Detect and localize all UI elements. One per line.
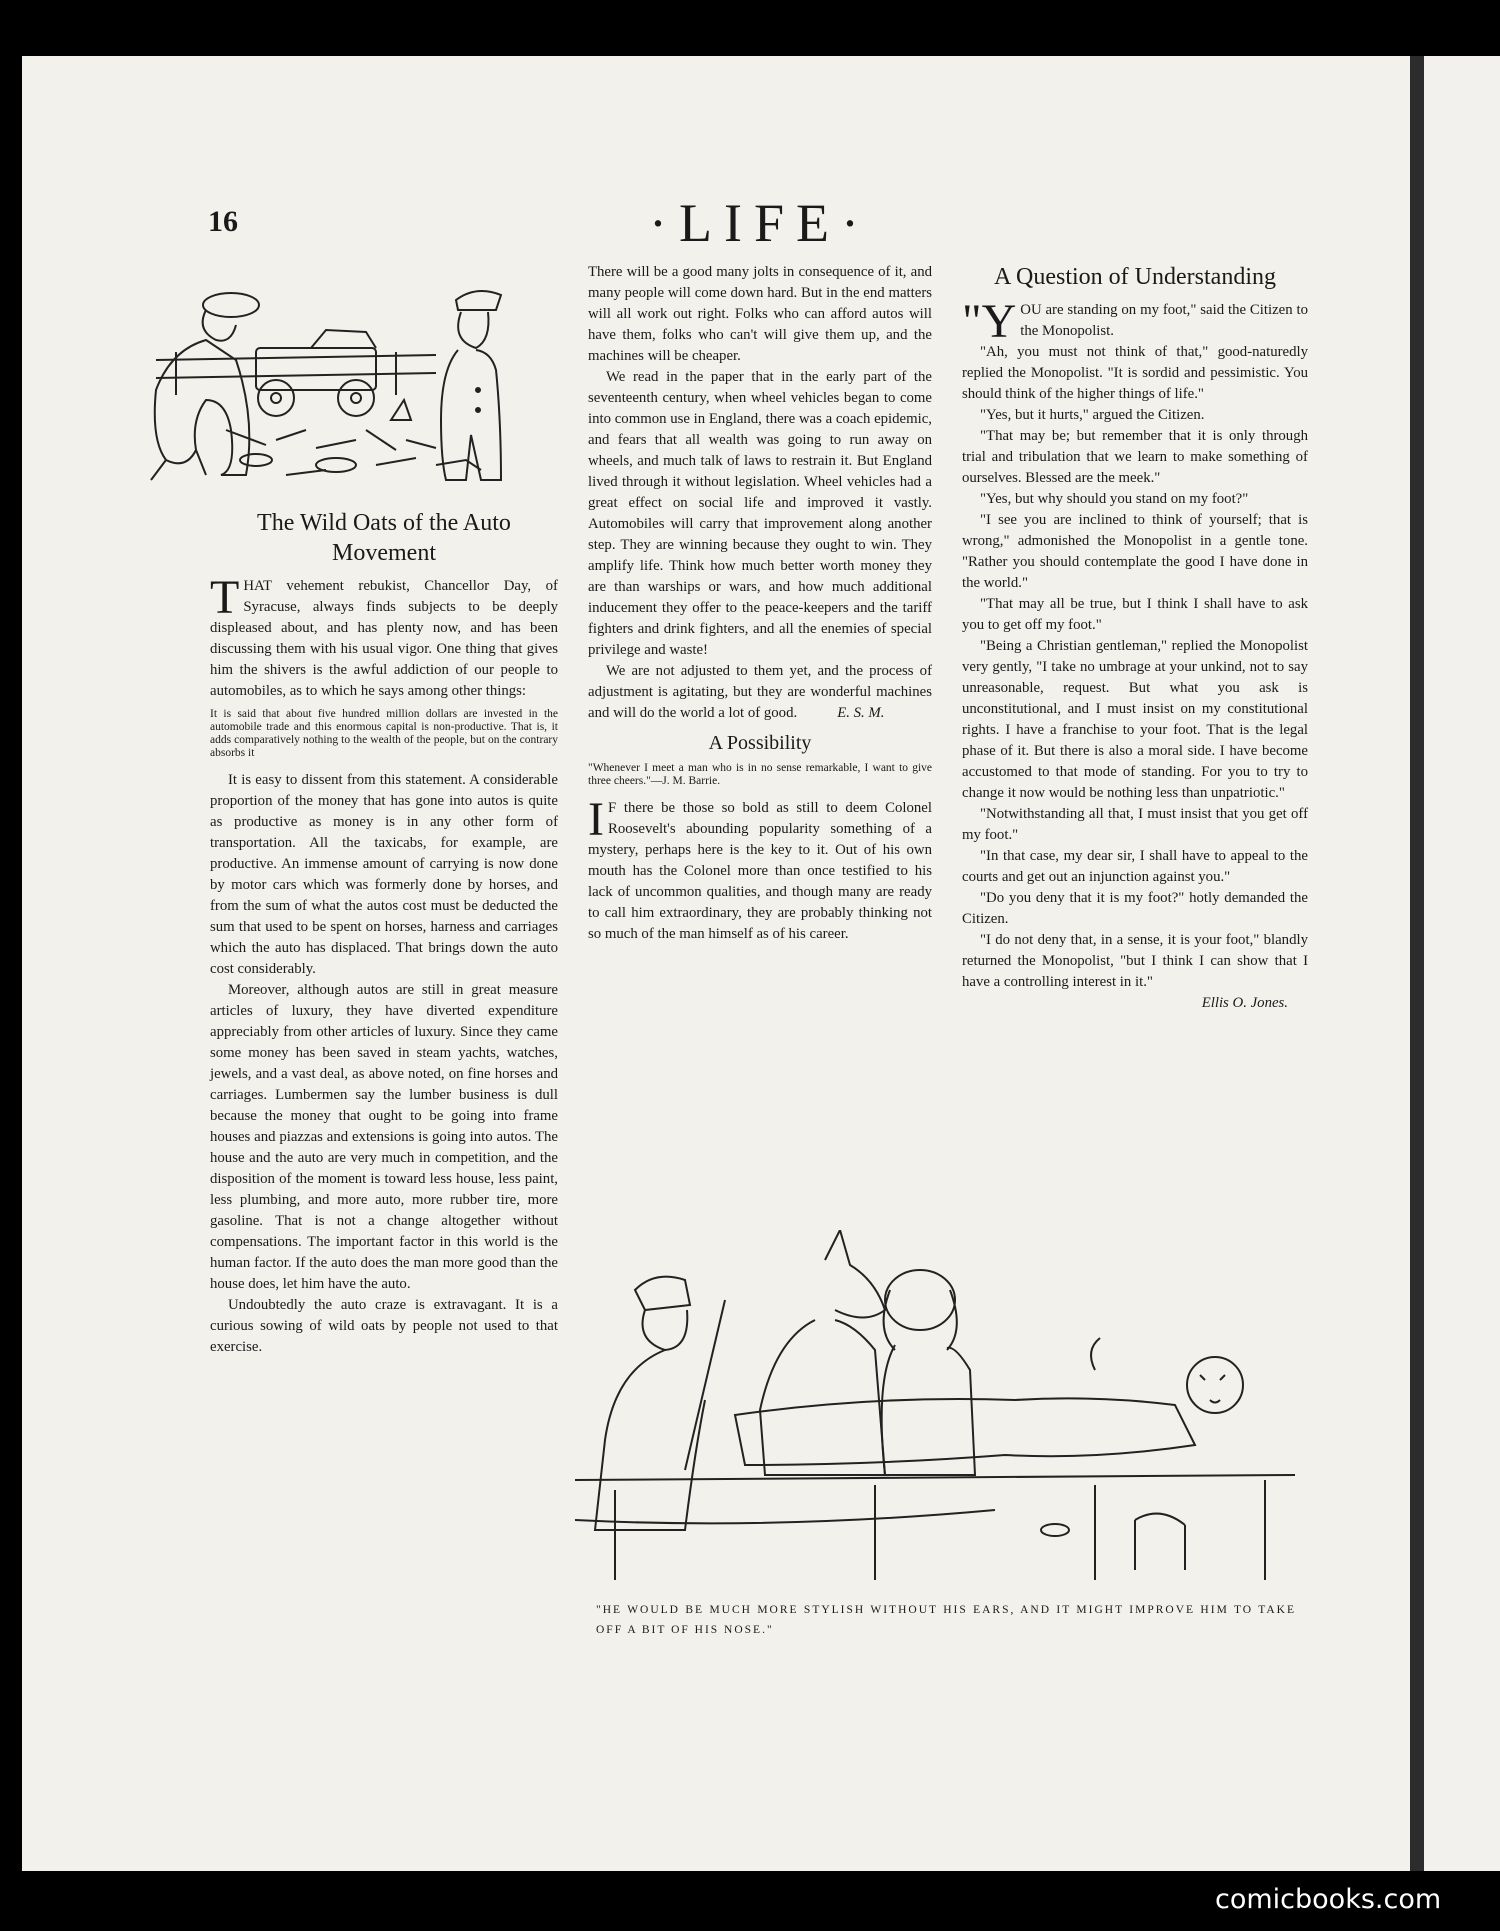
article-paragraph: "Yes, but why should you stand on my foot?" (980, 491, 1249, 507)
article-paragraph: "That may all be true, but I think I shall have to ask you to get off my foot." (962, 596, 1308, 633)
illustration-caption: "HE WOULD BE MUCH MORE STYLISH WITHOUT HIS EARS, AND IT MIGHT IMPROVE HIM TO TAKE OFF A BIT OF HIS NOSE." (596, 1604, 1296, 1636)
article-paragraph: "Do you deny that it is my foot?" hotly demanded the Citizen. (962, 890, 1308, 927)
block-quote: It is said that about five hundred million dollars are invested in the automobile trade and this enormous capital is non-productive. That is, it adds comparatively nothing to the wealth of the people, but on the contrary absorbs it (210, 708, 558, 759)
article-paragraph: There will be a good many jolts in consequence of it, and many people will come down hard. But in the end matters will all work out right. Folks who can afford autos will have them, folks who can't will give them up, and the machines will be cheaper. (588, 264, 932, 364)
article-paragraph: "Ah, you must not think of that," good-naturedly replied the Monopolist. "It is sordid and pessimistic. You should think of the higher things of life." (962, 344, 1308, 402)
article-intro: HAT vehement rebukist, Chancellor Day, of Syracuse, always finds subjects to be deeply displeased about, and has plenty now, and has been discussing them with his usual vigor. One thing that gives him the shivers is the awful addiction of our people to automobiles, as to which he says among other things: (210, 578, 558, 699)
epigraph: "Whenever I meet a man who is in no sense remarkable, I want to give three cheers."—J. M. Barrie. (588, 762, 932, 787)
masthead: ·LIFE· (649, 193, 871, 253)
article-paragraph: F there be those so bold as still to deem Colonel Roosevelt's abounding popularity something of a mystery, perhaps here is the key to it. Out of his own mouth has the Colonel more than once testified to his lack of uncommon qualities, and though many are ready to call him extraordinary, they are probably thinking not so much of the man himself as of his career. (588, 800, 932, 942)
article-paragraph: "I see you are inclined to think of yourself; that is wrong," admonished the Monopolist in a gentle tone. "Rather you should contemplate the good I have done in the world." (962, 512, 1308, 591)
author-signature: Ellis O. Jones. (1201, 995, 1288, 1011)
article-paragraph: "Notwithstanding all that, I must insist that you get off my foot." (962, 806, 1308, 843)
dropcap: "Y (962, 295, 1017, 348)
author-signature: E. S. M. (837, 705, 885, 721)
article-paragraph: Moreover, although autos are still in great measure articles of luxury, they have diverted expenditure appreciably from other articles of luxury. Since they came some money has been saved in steam yachts, watches, jewels, and a vast deal, as above noted, on fine horses and carriages. Lumbermen say the lumber business is dull because the money that ought to be going into frame houses and piazzas and extensions is going into autos. The house and the auto are very much in competition, and the disposition of the moment is toward less house, less paint, less plumbing, and more auto, more rubber tire, more gasoline. That is not a change altogether without compensations. The important factor in this world is the human factor. If the auto does the man more good than the house does, let him have the auto. (210, 982, 558, 1292)
column-right (962, 262, 1308, 1014)
article-paragraph: It is easy to dissent from this statement. A considerable proportion of the money that has gone into autos is quite as productive as money is in any other form of transportation. All the taxicabs, for example, are productive. An immense amount of carrying is now done by motor cars which was formerly done by horses, and from the sum of what the autos cost must be deducted the sum that used to be spent on horses, harness and carriages which the auto has displaced. That brings down the auto cost considerably. (210, 772, 558, 977)
column-middle (588, 262, 932, 945)
article-title-wild-oats: The Wild Oats of the Auto Movement (257, 510, 511, 566)
page-number: 16 (208, 205, 238, 238)
article-title-question: A Question of Understanding (994, 264, 1276, 290)
article-paragraph: We are not adjusted to them yet, and the process of adjustment is agitating, but they are wonderful machines and will do the world a lot of good. (588, 663, 932, 721)
article-paragraph: "Being a Christian gentleman," replied the Monopolist very gently, "I take no umbrage at your unkind, not to say unreasonable, request. But what you ask is unconstitutional, and I must insist on my constitutional rights. I have a franchise to your foot. That is the legal phase of it. But there is also a moral side. I have become accustomed to that mode of standing. For you to try to change it now would be nothing less than unpatriotic." (962, 638, 1308, 801)
dropcap: I (588, 793, 604, 846)
article-paragraph: "In that case, my dear sir, I shall have to appeal to the courts and get out an injunction against you." (962, 848, 1308, 885)
auto-cartoon-illustration (136, 270, 556, 490)
dropcap: T (210, 571, 240, 624)
page-gutter (1410, 56, 1424, 1871)
article-paragraph: "I do not deny that, in a sense, it is your foot," blandly returned the Monopolist, "but I think I can show that I have a controlling interest in it." (962, 932, 1308, 990)
dog-surgeons-illustration (575, 1230, 1305, 1590)
article-paragraph: We read in the paper that in the early part of the seventeenth century, when wheel vehicles began to come into common use in England, there was a coach epidemic, and fears that all wealth was going to run away on wheels, and much talk of laws to restrain it. But England lived through it without legislation. Wheel vehicles had a great effect on social life and improved it vastly. Automobiles will carry that improvement along another step. They are winning because they ought to win. They amplify life. Think how much better worth money they are than warships or wars, and how much additional inducement they offer to the peace-keepers and the tariff fighters and drink fighters, and all the enemies of special privilege and waste! (588, 369, 932, 658)
article-title-possibility: A Possibility (708, 732, 812, 754)
article-paragraph: OU are standing on my foot," said the Citizen to the Monopolist. (1020, 302, 1308, 339)
column-left (210, 508, 558, 1358)
article-paragraph: "That may be; but remember that it is only through trial and tribulation that we learn to make something of ourselves. Blessed are the meek." (962, 428, 1308, 486)
article-paragraph: Undoubtedly the auto craze is extravagant. It is a curious sowing of wild oats by people not used to that exercise. (210, 1297, 558, 1355)
adjacent-page-edge (1424, 56, 1500, 1871)
article-paragraph: "Yes, but it hurts," argued the Citizen. (980, 407, 1205, 423)
watermark-text: comicbooks.com (1215, 1884, 1442, 1915)
